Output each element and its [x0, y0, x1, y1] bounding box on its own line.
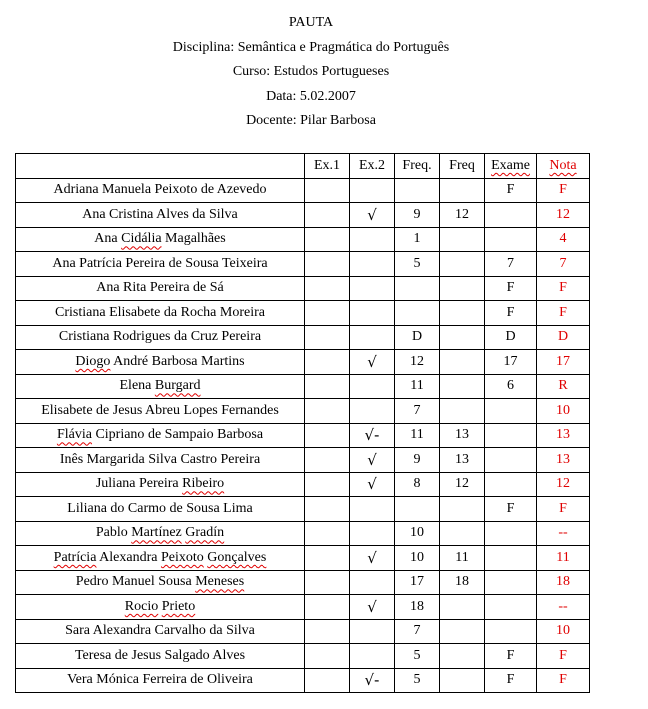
cell-ex1: [305, 472, 350, 497]
cell-ex2: [350, 276, 395, 301]
cell-ex2: √-: [350, 668, 395, 693]
cell-nota: 12: [537, 203, 590, 228]
cell-ex1: [305, 668, 350, 693]
cell-nota: 10: [537, 619, 590, 644]
cell-freq1: D: [395, 325, 440, 350]
cell-freq1: 7: [395, 619, 440, 644]
cell-freq2: 18: [440, 570, 485, 595]
cell-ex2: √-: [350, 423, 395, 448]
cell-exame: [485, 399, 537, 424]
cell-nota: 10: [537, 399, 590, 424]
cell-freq2: 11: [440, 546, 485, 571]
student-name: Patrícia Alexandra Peixoto Gonçalves: [16, 546, 305, 571]
cell-exame: [485, 423, 537, 448]
cell-freq1: 5: [395, 252, 440, 277]
cell-freq1: 18: [395, 595, 440, 620]
cell-exame: [485, 619, 537, 644]
cell-ex1: [305, 423, 350, 448]
cell-nota: R: [537, 374, 590, 399]
cell-freq2: [440, 350, 485, 375]
cell-ex2: [350, 399, 395, 424]
misspelled-word: Rocio: [124, 598, 159, 614]
cell-ex1: [305, 521, 350, 546]
table-row: [16, 252, 590, 277]
misspelled-word: Burgard: [154, 378, 201, 394]
cell-ex1: [305, 325, 350, 350]
course-line: Curso: Estudos Portugueses: [232, 64, 390, 79]
table-row: [16, 178, 590, 203]
cell-freq2: [440, 521, 485, 546]
header-ex1: Ex.1: [305, 154, 350, 179]
cell-nota: F: [537, 301, 590, 326]
student-name: Ana Cidália Magalhães: [16, 227, 305, 252]
document-header: [0, 11, 622, 134]
misspelled-word: Diogo: [75, 353, 111, 369]
cell-freq2: 12: [440, 203, 485, 228]
misspelled-word: Martínez: [131, 525, 182, 541]
teacher-line: Docente: Pilar Barbosa: [246, 113, 376, 128]
student-name: Liliana do Carmo de Sousa Lima: [16, 497, 305, 522]
cell-freq1: 12: [395, 350, 440, 375]
misspelled-word: Flávia: [56, 427, 92, 443]
student-name: Cristiana Rodrigues da Cruz Pereira: [16, 325, 305, 350]
table-row: [16, 227, 590, 252]
cell-ex1: [305, 619, 350, 644]
cell-exame: [485, 227, 537, 252]
cell-ex2: √: [350, 350, 395, 375]
cell-exame: F: [485, 178, 537, 203]
cell-ex2: [350, 252, 395, 277]
table-row: [16, 301, 590, 326]
misspelled-word: Gradín: [185, 525, 225, 541]
student-name: Pedro Manuel Sousa Meneses: [16, 570, 305, 595]
cell-nota: 7: [537, 252, 590, 277]
date-line: Data: 5.02.2007: [266, 88, 356, 104]
table-row: [16, 472, 590, 497]
student-name: Inês Margarida Silva Castro Pereira: [16, 448, 305, 473]
cell-ex2: [350, 374, 395, 399]
student-name: Ana Patrícia Pereira de Sousa Teixeira: [16, 252, 305, 277]
cell-freq2: 12: [440, 472, 485, 497]
cell-nota: D: [537, 325, 590, 350]
cell-ex2: [350, 497, 395, 522]
header-nota-label: Nota: [549, 157, 577, 173]
cell-ex1: [305, 350, 350, 375]
cell-ex1: [305, 497, 350, 522]
grades-table: [15, 153, 590, 693]
cell-ex2: [350, 301, 395, 326]
cell-ex2: [350, 325, 395, 350]
cell-exame: F: [485, 497, 537, 522]
cell-exame: [485, 595, 537, 620]
cell-freq2: [440, 374, 485, 399]
misspelled-word: Meneses: [195, 574, 245, 590]
table-row: [16, 374, 590, 399]
cell-ex2: √: [350, 203, 395, 228]
header-freq2: Freq: [440, 154, 485, 179]
cell-ex1: [305, 252, 350, 277]
cell-exame: F: [485, 301, 537, 326]
header-exame: [485, 154, 537, 179]
student-name: [16, 595, 305, 620]
student-name: Pablo Martínez Gradín: [16, 521, 305, 546]
cell-nota: 13: [537, 448, 590, 473]
student-name: Ana Rita Pereira de Sá: [16, 276, 305, 301]
cell-ex1: [305, 644, 350, 669]
cell-freq2: [440, 399, 485, 424]
misspelled-word: Cidália: [121, 231, 162, 247]
table-row: [16, 276, 590, 301]
cell-exame: 17: [485, 350, 537, 375]
header-name: [16, 154, 305, 179]
table-row: [16, 521, 590, 546]
misspelled-word: Patrícia: [53, 549, 97, 565]
cell-nota: F: [537, 276, 590, 301]
cell-ex2: √: [350, 546, 395, 571]
cell-nota: F: [537, 668, 590, 693]
cell-freq2: [440, 619, 485, 644]
cell-freq1: [395, 178, 440, 203]
table-row: [16, 203, 590, 228]
cell-ex1: [305, 399, 350, 424]
cell-freq2: [440, 276, 485, 301]
student-name: Elisabete de Jesus Abreu Lopes Fernandes: [16, 399, 305, 424]
cell-nota: F: [537, 178, 590, 203]
cell-exame: [485, 472, 537, 497]
cell-ex2: [350, 570, 395, 595]
cell-freq1: 8: [395, 472, 440, 497]
table-row: [16, 546, 590, 571]
table-row: [16, 570, 590, 595]
student-name: Elena Burgard: [16, 374, 305, 399]
cell-ex1: [305, 374, 350, 399]
cell-freq1: 10: [395, 546, 440, 571]
misspelled-word: Ribeiro: [182, 476, 225, 492]
cell-exame: 6: [485, 374, 537, 399]
cell-freq1: 9: [395, 203, 440, 228]
cell-nota: 11: [537, 546, 590, 571]
cell-ex1: [305, 276, 350, 301]
cell-freq2: [440, 595, 485, 620]
cell-freq2: [440, 325, 485, 350]
table-row: [16, 595, 590, 620]
table-row: [16, 325, 590, 350]
cell-freq1: 9: [395, 448, 440, 473]
cell-exame: [485, 546, 537, 571]
cell-freq2: [440, 668, 485, 693]
header-exame-label: Exame: [491, 157, 530, 173]
student-name: Adriana Manuela Peixoto de Azevedo: [16, 178, 305, 203]
header-ex2: Ex.2: [350, 154, 395, 179]
table-header-row: [16, 154, 590, 179]
student-name: Juliana Pereira Ribeiro: [16, 472, 305, 497]
cell-ex2: √: [350, 472, 395, 497]
table-row: [16, 619, 590, 644]
header-nota: [537, 154, 590, 179]
discipline-line: Disciplina: Semântica e Pragmática do Português: [172, 39, 450, 55]
cell-freq2: [440, 644, 485, 669]
cell-freq2: [440, 301, 485, 326]
cell-ex2: [350, 521, 395, 546]
cell-nota: F: [537, 644, 590, 669]
cell-freq1: [395, 276, 440, 301]
cell-freq2: 13: [440, 448, 485, 473]
cell-ex2: [350, 178, 395, 203]
cell-ex2: √: [350, 448, 395, 473]
misspelled-word: Gonçalves: [207, 549, 267, 565]
cell-freq1: [395, 497, 440, 522]
misspelled-word: Peixoto: [160, 549, 204, 565]
cell-ex1: [305, 178, 350, 203]
cell-freq1: 11: [395, 423, 440, 448]
cell-freq1: 5: [395, 644, 440, 669]
cell-freq1: 7: [395, 399, 440, 424]
cell-exame: F: [485, 668, 537, 693]
table-row: [16, 448, 590, 473]
cell-freq1: 1: [395, 227, 440, 252]
cell-exame: [485, 448, 537, 473]
cell-nota: --: [537, 521, 590, 546]
cell-exame: F: [485, 644, 537, 669]
cell-freq1: [395, 301, 440, 326]
cell-nota: 18: [537, 570, 590, 595]
cell-ex1: [305, 570, 350, 595]
cell-ex1: [305, 595, 350, 620]
student-name: Sara Alexandra Carvalho da Silva: [16, 619, 305, 644]
table-row: [16, 423, 590, 448]
cell-exame: D: [485, 325, 537, 350]
header-freq1: Freq.: [395, 154, 440, 179]
table-row: [16, 350, 590, 375]
cell-exame: F: [485, 276, 537, 301]
cell-ex2: [350, 619, 395, 644]
cell-exame: 7: [485, 252, 537, 277]
cell-freq2: [440, 252, 485, 277]
table-row: [16, 668, 590, 693]
cell-nota: 13: [537, 423, 590, 448]
table-row: [16, 497, 590, 522]
cell-freq1: 11: [395, 374, 440, 399]
cell-freq2: 13: [440, 423, 485, 448]
cell-freq2: [440, 227, 485, 252]
cell-freq2: [440, 178, 485, 203]
cell-exame: [485, 203, 537, 228]
document-title: PAUTA: [288, 15, 334, 30]
cell-ex2: √: [350, 595, 395, 620]
table-row: [16, 644, 590, 669]
cell-freq2: [440, 497, 485, 522]
table-row: [16, 399, 590, 424]
student-name: Ana Cristina Alves da Silva: [16, 203, 305, 228]
student-name: Vera Mónica Ferreira de Oliveira: [16, 668, 305, 693]
student-name: Diogo André Barbosa Martins: [16, 350, 305, 375]
student-name: Cristiana Elisabete da Rocha Moreira: [16, 301, 305, 326]
misspelled-word: Prieto: [161, 598, 196, 614]
student-name: Flávia Cipriano de Sampaio Barbosa: [16, 423, 305, 448]
student-name: Teresa de Jesus Salgado Alves: [16, 644, 305, 669]
cell-ex2: [350, 644, 395, 669]
cell-ex1: [305, 227, 350, 252]
cell-ex1: [305, 546, 350, 571]
cell-exame: [485, 521, 537, 546]
cell-nota: 17: [537, 350, 590, 375]
cell-ex1: [305, 301, 350, 326]
cell-ex2: [350, 227, 395, 252]
cell-freq1: 5: [395, 668, 440, 693]
cell-freq1: 17: [395, 570, 440, 595]
cell-nota: --: [537, 595, 590, 620]
cell-ex1: [305, 448, 350, 473]
cell-exame: [485, 570, 537, 595]
cell-nota: 4: [537, 227, 590, 252]
cell-ex1: [305, 203, 350, 228]
cell-nota: 12: [537, 472, 590, 497]
cell-freq1: 10: [395, 521, 440, 546]
cell-nota: F: [537, 497, 590, 522]
